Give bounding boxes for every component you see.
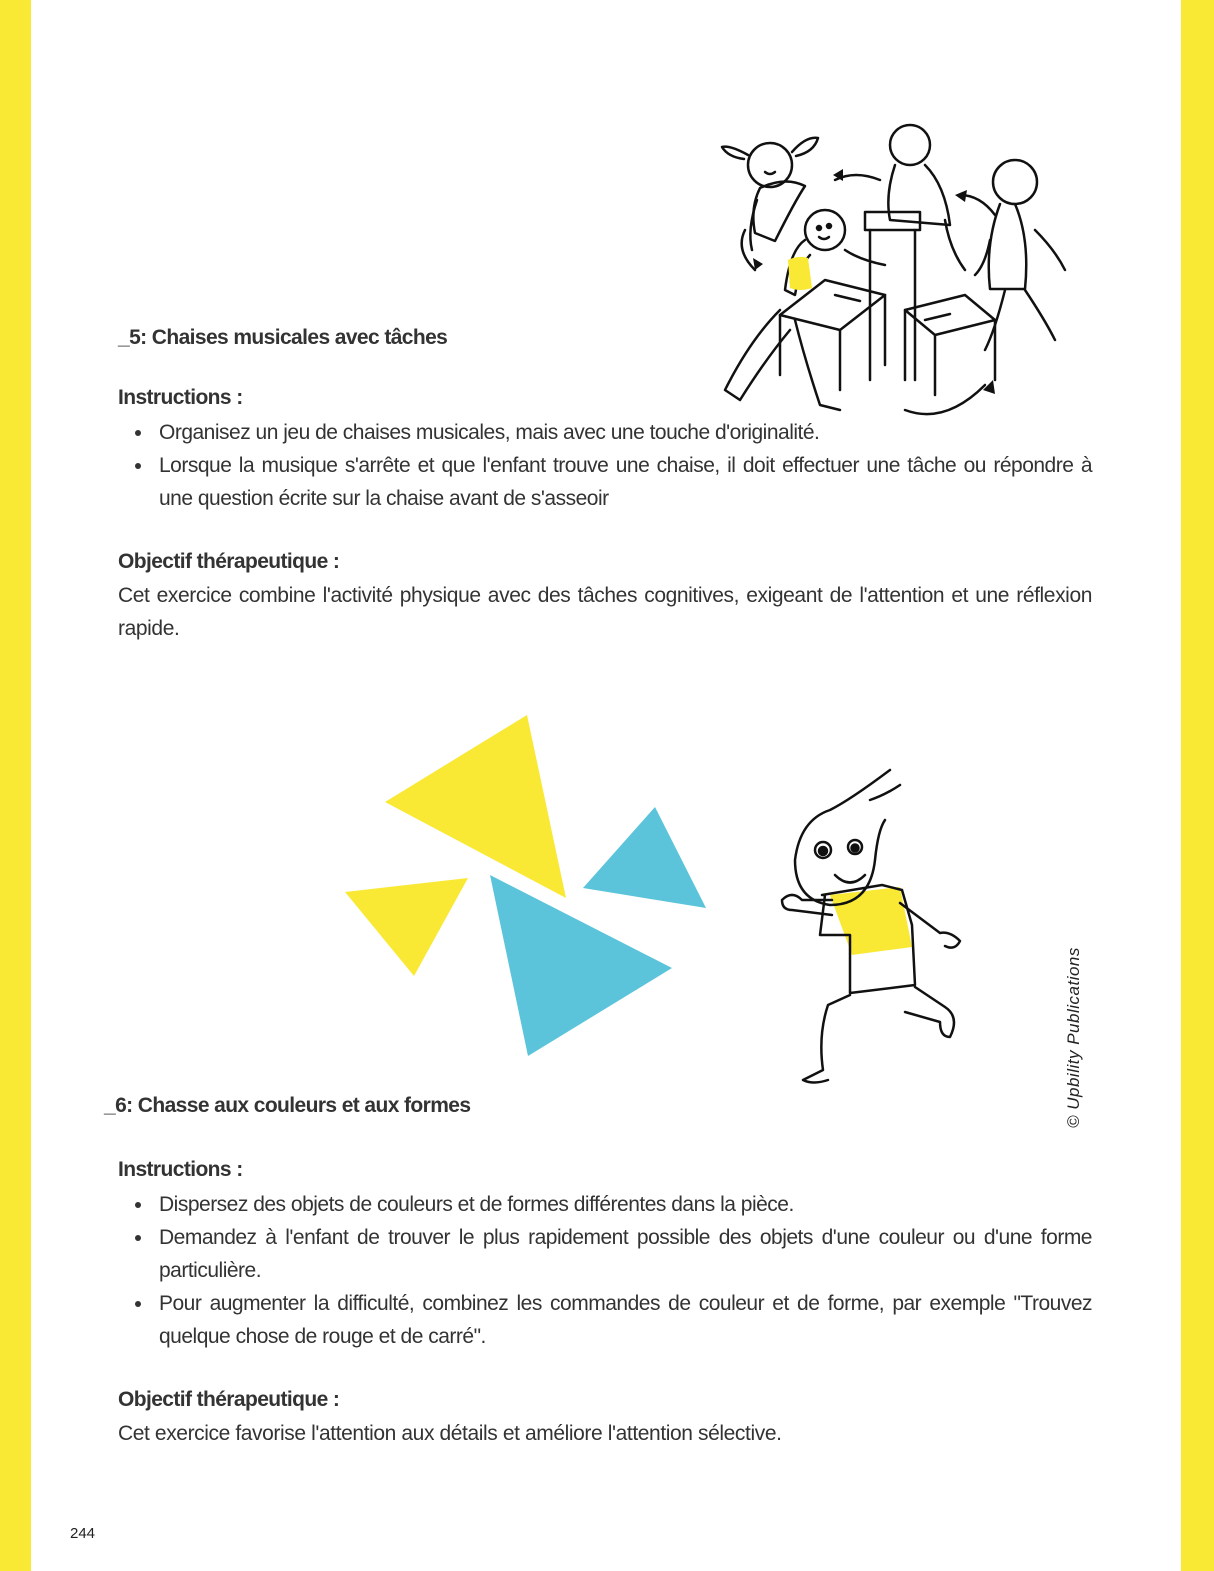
yellow-triangle-small (345, 878, 468, 976)
list-item: Lorsque la musique s'arrête et que l'enfant trouve une chaise, il doit effectuer une tâche ou répondre à une question écrite sur la chaise avant de s'asseoir (118, 449, 1092, 515)
blue-triangle-large (490, 875, 672, 1056)
list-item: Pour augmenter la difficulté, combinez les commandes de couleur et de forme, par exemple "Trouvez quelque chose de rouge et de carré". (118, 1287, 1092, 1353)
section5-objective-text: Cet exercice combine l'activité physique avec des tâches cognitives, exigeant de l'attention et une réflexion rapide. (118, 584, 1092, 640)
list-item: Demandez à l'enfant de trouver le plus rapidement possible des objets d'une couleur ou d'une forme particulière. (118, 1221, 1092, 1287)
left-yellow-border (0, 0, 31, 1571)
page-number: 244 (70, 1525, 96, 1542)
copyright-text: © Upbility Publications (1064, 947, 1083, 1128)
section5-heading: _5: Chaises musicales avec tâches (118, 326, 448, 349)
section5-instructions-list (118, 416, 1092, 515)
list-item: Dispersez des objets de couleurs et de formes différentes dans la pièce. (118, 1188, 1092, 1221)
blue-triangle-small (583, 807, 706, 908)
list-item: Organisez un jeu de chaises musicales, mais avec une touche d'originalité. (118, 416, 1092, 449)
section6-instructions-list (118, 1188, 1092, 1353)
section6-objective-text: Cet exercice favorise l'attention aux détails et améliore l'attention sélective. (118, 1422, 782, 1445)
musical-chairs-illustration (715, 120, 1095, 430)
running-child-illustration (770, 765, 980, 1090)
yellow-triangle-large (385, 715, 566, 898)
section6-heading: _6: Chasse aux couleurs et aux formes (104, 1094, 471, 1117)
section6-instructions-label: Instructions : (118, 1158, 243, 1181)
section6-objective-label: Objectif thérapeutique : (118, 1388, 340, 1411)
section5-instructions-label: Instructions : (118, 386, 243, 409)
section5-objective-label: Objectif thérapeutique : (118, 550, 340, 573)
right-yellow-border (1181, 0, 1214, 1571)
colored-triangles (340, 710, 710, 1060)
